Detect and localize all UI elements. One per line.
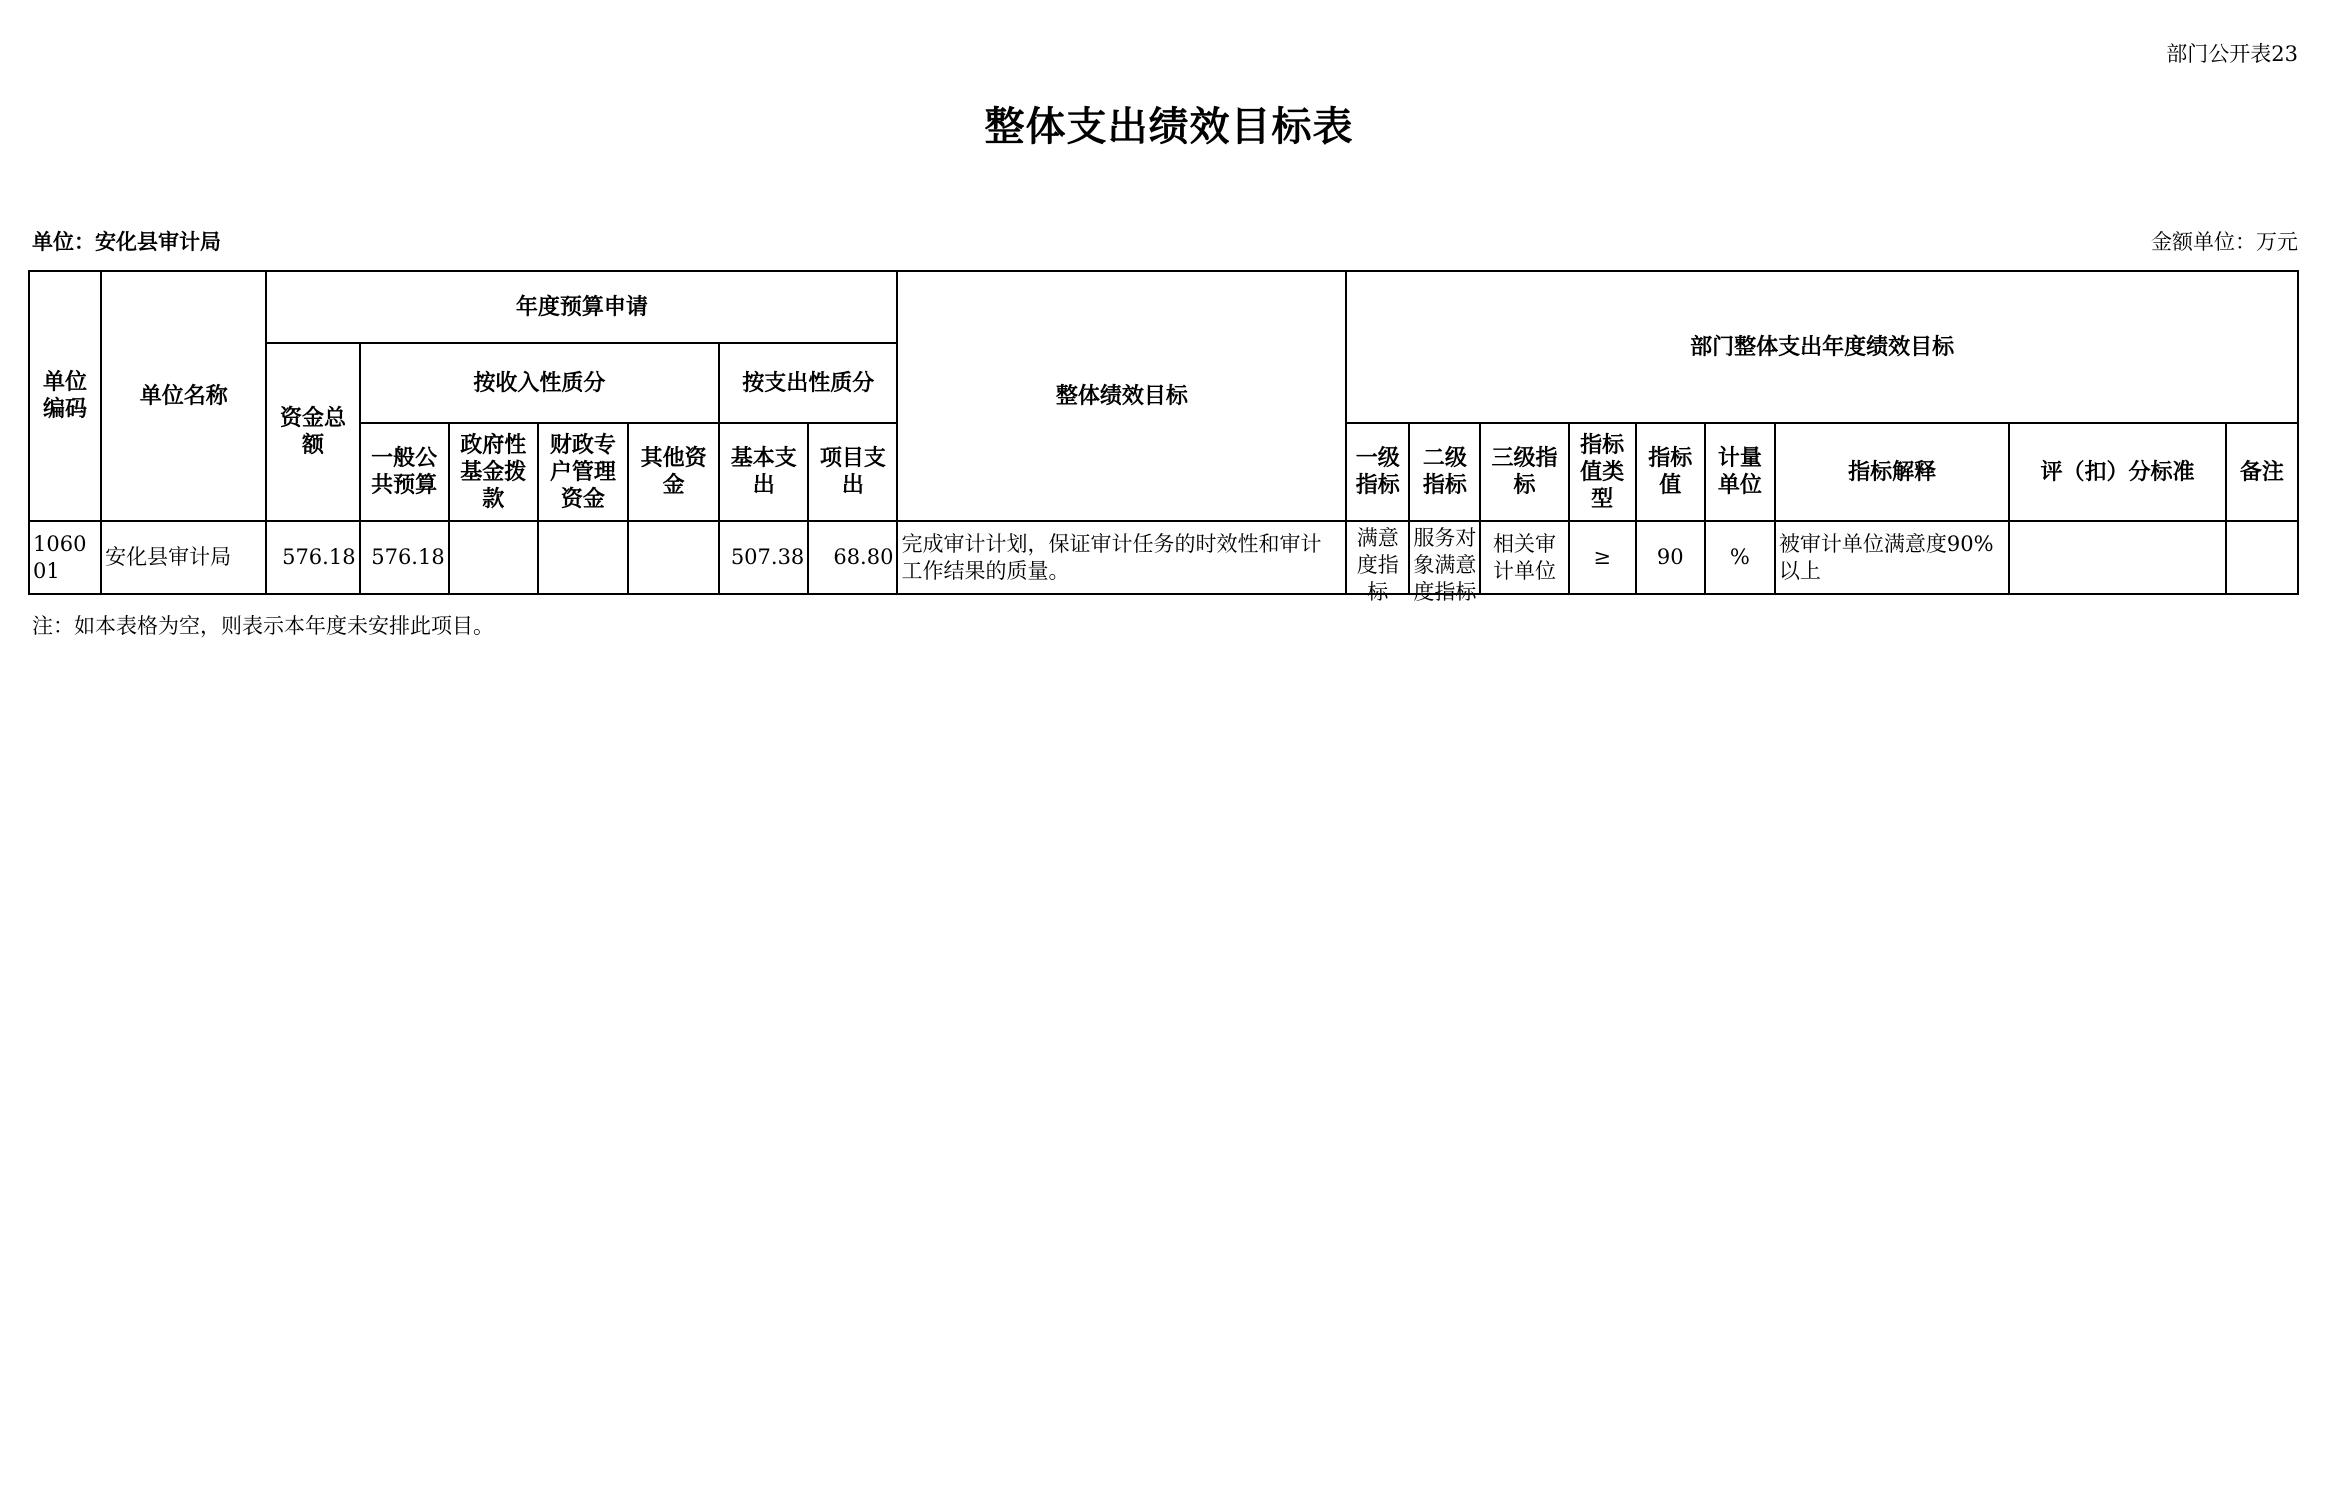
cell-scoring	[2009, 521, 2225, 594]
header-value-type: 指标值类型	[1569, 423, 1636, 521]
cell-other-funds	[628, 521, 719, 594]
cell-overall-goal: 完成审计计划，保证审计任务的时效性和审计工作结果的质量。	[897, 521, 1346, 594]
header-by-income: 按收入性质分	[360, 343, 720, 423]
header-annual-budget: 年度预算申请	[266, 271, 897, 343]
footnote: 注：如本表格为空，则表示本年度未安排此项目。	[32, 614, 494, 638]
header-project-expense: 项目支出	[808, 423, 897, 521]
header-unit-code: 单位编码	[29, 271, 101, 521]
header-indicator-value: 指标值	[1636, 423, 1705, 521]
header-basic-expense: 基本支出	[719, 423, 808, 521]
header-level2: 二级指标	[1409, 423, 1480, 521]
cell-level2-text: 服务对象满意度指标	[1413, 525, 1477, 604]
header-explanation: 指标解释	[1775, 423, 2009, 521]
unit-label: 单位：安化县审计局	[32, 230, 221, 254]
header-gov-fund: 政府性基金拨款	[449, 423, 538, 521]
cell-unit-code: 106001	[29, 521, 101, 594]
cell-value-type: ≥	[1569, 521, 1636, 594]
cell-general-public: 576.18	[360, 521, 449, 594]
cell-level3: 相关审计单位	[1480, 521, 1568, 594]
cell-measure-unit: %	[1705, 521, 1775, 594]
header-scoring: 评（扣）分标准	[2009, 423, 2225, 521]
amount-unit-label: 金额单位：万元	[2151, 230, 2298, 254]
header-dept-goal: 部门整体支出年度绩效目标	[1346, 271, 2298, 423]
cell-level1-text: 满意度指标	[1356, 525, 1399, 604]
cell-gov-fund	[449, 521, 538, 594]
cell-fiscal-special	[538, 521, 628, 594]
cell-level1	[1346, 521, 1409, 604]
header-fiscal-special: 财政专户管理资金	[538, 423, 628, 521]
cell-basic-expense: 507.38	[719, 521, 808, 594]
header-remarks: 备注	[2226, 423, 2298, 521]
cell-level2	[1409, 521, 1480, 604]
performance-goal-table	[28, 270, 2299, 604]
cell-indicator-value: 90	[1636, 521, 1705, 594]
cell-unit-name: 安化县审计局	[101, 521, 266, 594]
header-by-expense: 按支出性质分	[719, 343, 897, 423]
cell-explanation: 被审计单位满意度90%以上	[1775, 521, 2009, 594]
cell-remarks	[2226, 521, 2298, 594]
form-number: 部门公开表23	[2166, 42, 2298, 66]
header-level3: 三级指标	[1480, 423, 1568, 521]
cell-total-funds: 576.18	[266, 521, 359, 594]
header-other-funds: 其他资金	[628, 423, 719, 521]
header-general-public: 一般公共预算	[360, 423, 449, 521]
header-overall-goal: 整体绩效目标	[897, 271, 1346, 521]
header-total-funds: 资金总额	[266, 343, 359, 521]
header-level1: 一级指标	[1346, 423, 1409, 521]
header-unit-name: 单位名称	[101, 271, 266, 521]
table-row	[29, 521, 2298, 594]
header-measure-unit: 计量单位	[1705, 423, 1775, 521]
cell-project-expense: 68.80	[808, 521, 897, 594]
page-title: 整体支出绩效目标表	[984, 104, 1354, 150]
